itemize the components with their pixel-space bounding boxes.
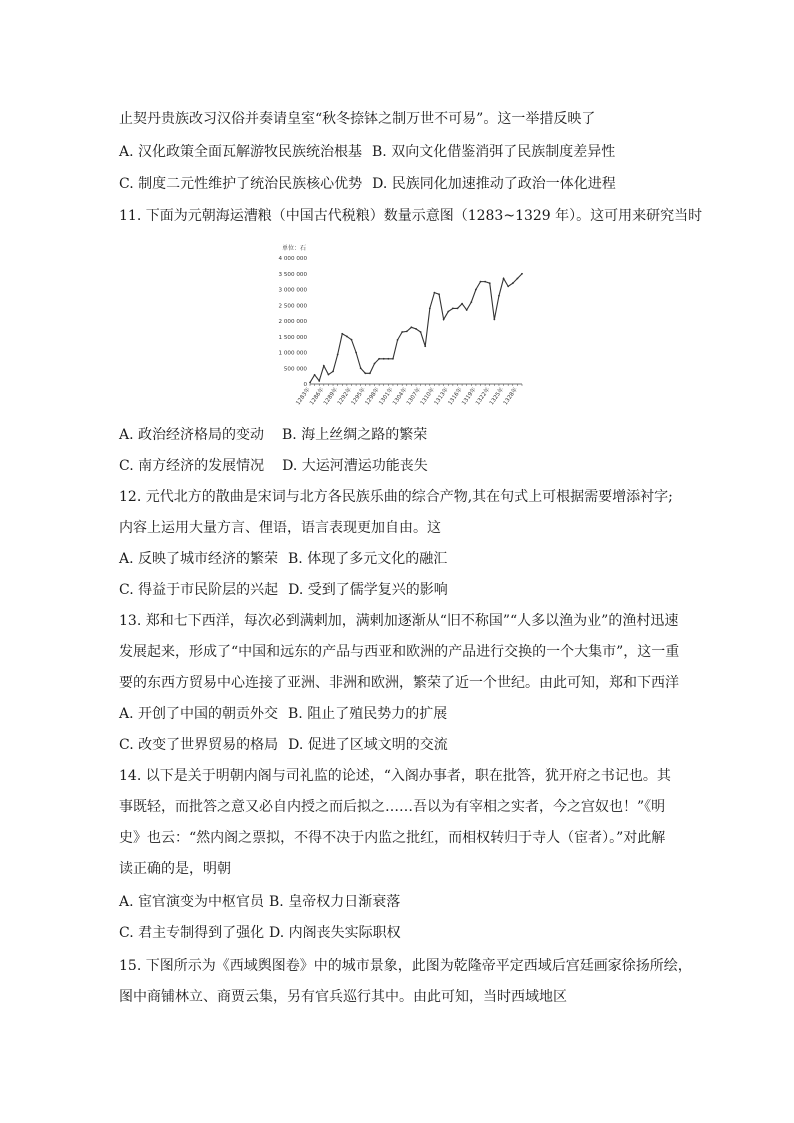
data-point: [466, 309, 468, 311]
data-point: [521, 273, 523, 275]
data-point: [341, 333, 343, 335]
data-point: [401, 331, 403, 333]
q14-options-row-1: [119, 893, 400, 911]
q11-options-row-2: [119, 457, 428, 475]
y-tick-label: 1 500 000: [278, 334, 307, 341]
q13-option-a[interactable]: A. 开创了中国的朝贡外交: [119, 706, 279, 722]
chart-y-unit-label: 单位：石: [282, 245, 307, 252]
q14-stem-line-3: 史》也云：“然内阁之票拟，不得不决于内监之批红，而相权转归于寺人（宦者）。”对此解: [119, 830, 666, 846]
q11-stem: 11. 下面为元朝海运漕粮（中国古代税粮）数量示意图（1283~1329 年）。这可用来研究当时: [119, 208, 703, 224]
data-point: [475, 289, 477, 291]
q13-options-row-2: [119, 736, 448, 754]
q10-options-row-1: [119, 143, 615, 161]
data-point: [484, 281, 486, 283]
q14-option-a[interactable]: A. 宦官演变为中枢官员: [119, 894, 265, 910]
y-tick-label: 500 000: [283, 366, 307, 373]
q12-option-c[interactable]: C. 得益于市民阶层的兴起: [119, 582, 279, 598]
q12-options-row-2: [119, 581, 448, 599]
data-point: [364, 372, 366, 374]
data-point: [360, 367, 362, 369]
data-point: [457, 308, 459, 310]
data-point: [507, 285, 509, 287]
x-tick-label: 1286年: [309, 386, 326, 407]
q13-stem-line-1: 13. 郑和七下西洋，每次必到满剌加，满剌加逐渐从“旧不称国”“人多以渔为业”的渔村迅速: [119, 613, 679, 629]
data-point: [337, 354, 339, 356]
data-point: [314, 374, 316, 376]
q12-options-row-1: [119, 550, 447, 568]
q14-option-c[interactable]: C. 君主专制得到了强化: [119, 925, 265, 941]
q13-stem-line-3: 要的东西方贸易中心连接了亚洲、非洲和欧洲，繁荣了近一个世纪。由此可知，郑和下西洋: [119, 675, 679, 691]
data-point: [424, 345, 426, 347]
data-point: [318, 380, 320, 382]
q15-stem-line-1: 15. 下图所示为《西域舆图卷》中的城市景象，此图为乾隆帝平定西域后宫廷画家徐扬所绘，: [119, 958, 692, 974]
q13-option-c[interactable]: C. 改变了世界贸易的格局: [119, 737, 279, 753]
q10-option-a[interactable]: A. 汉化政策全面瓦解游牧民族统治根基: [119, 144, 363, 160]
q11-option-b[interactable]: B. 海上丝绸之路的繁荣: [282, 427, 428, 443]
data-point: [443, 319, 445, 321]
x-tick-label: 1316年: [447, 386, 464, 407]
data-point: [493, 319, 495, 321]
q10-stem-continuation: 止契丹贵族改习汉俗并奏请皇室“秋冬捺钵之制万世不可易”。这一举措反映了: [119, 111, 596, 127]
q11-options-row-1: [119, 426, 427, 444]
q12-option-d[interactable]: D. 受到了儒学复兴的影响: [288, 582, 448, 598]
data-point: [438, 293, 440, 295]
data-point: [387, 358, 389, 360]
y-tick-label: 2 500 000: [278, 303, 307, 310]
data-point: [498, 295, 500, 297]
y-tick-label: 4 000 000: [278, 256, 307, 262]
data-point: [420, 331, 422, 333]
q14-stem-line-1: 14. 以下是关于明朝内阁与司礼监的论述，“入阁办事者，职在批答，犹开府之书记也。其: [119, 768, 671, 784]
q10-option-b[interactable]: B. 双向文化借鉴消弭了民族制度差异性: [372, 144, 616, 160]
q12-stem-line-1: 12. 元代北方的散曲是宋词与北方各民族乐曲的综合产物,其在句式上可根据需要增添衬字;: [119, 489, 673, 505]
data-point: [512, 282, 514, 284]
data-point: [429, 308, 431, 310]
data-point: [470, 301, 472, 303]
q14-stem-line-4: 读正确的是，明朝: [119, 861, 231, 877]
x-tick-label: 1313年: [433, 386, 450, 407]
data-point: [410, 326, 412, 328]
q12-stem-line-2: 内容上运用大量方言、俚语，语言表现更加自由。这: [119, 520, 441, 536]
data-point: [351, 339, 353, 341]
data-point: [392, 358, 394, 360]
q10-option-d[interactable]: D. 民族同化加速推动了政治一体化进程: [372, 176, 616, 192]
y-tick-label: 3 000 000: [278, 287, 307, 294]
sea-grain-transport-line-chart: [270, 238, 530, 410]
x-tick-label: 1328年: [502, 386, 520, 407]
y-tick-label: 1 000 000: [278, 350, 307, 357]
x-tick-label: 1301年: [378, 386, 395, 407]
data-point: [452, 308, 454, 310]
q13-option-d[interactable]: D. 促进了区域文明的交流: [288, 737, 448, 753]
data-point: [447, 311, 449, 313]
data-point: [415, 328, 417, 330]
y-tick-label: 0: [303, 382, 307, 388]
x-tick-label: 1325年: [488, 386, 506, 407]
q11-option-d[interactable]: D. 大运河漕运功能丧失: [282, 458, 428, 474]
data-point: [397, 339, 399, 341]
data-point: [309, 382, 311, 384]
y-tick-label: 2 000 000: [278, 319, 307, 325]
x-tick-label: 1310年: [419, 386, 437, 407]
data-point: [369, 372, 371, 374]
q14-options-row-2: [119, 924, 401, 942]
data-point: [503, 278, 505, 280]
x-tick-label: 1295年: [350, 386, 367, 407]
data-point: [489, 282, 491, 284]
q13-options-row-1: [119, 705, 447, 723]
q11-option-c[interactable]: C. 南方经济的发展情况: [119, 458, 265, 474]
q10-options-row-2: [119, 175, 616, 193]
q14-stem-line-2: 事既轻，而批答之意又必自内授之而后拟之……吾以为有宰相之实者，今之宫奴也！”《明: [119, 799, 666, 815]
data-point: [378, 358, 380, 360]
x-tick-label: 1307年: [405, 386, 423, 407]
data-point: [323, 365, 325, 367]
data-point: [383, 358, 385, 360]
y-tick-label: 3 500 000: [278, 271, 307, 278]
x-tick-label: 1298年: [364, 386, 381, 407]
data-point: [328, 374, 330, 376]
q12-option-b[interactable]: B. 体现了多元文化的融汇: [288, 551, 448, 567]
q14-option-d[interactable]: D. 内阁丧失实际职权: [269, 925, 401, 941]
x-tick-label: 1319年: [461, 386, 478, 407]
data-point: [516, 278, 518, 280]
x-tick-label: 1292年: [336, 386, 354, 407]
q14-option-b[interactable]: B. 皇帝权力日渐衰落: [269, 894, 401, 910]
data-point: [346, 336, 348, 338]
data-point: [355, 352, 357, 354]
q12-option-a[interactable]: A. 反映了城市经济的繁荣: [119, 551, 279, 567]
q13-option-b[interactable]: B. 阻止了殖民势力的扩展: [288, 706, 448, 722]
q15-stem-line-2: 图中商铺林立、商贾云集，另有官兵巡行其中。由此可知，当时西域地区: [119, 989, 567, 1005]
x-tick-label: 1289年: [322, 386, 340, 407]
data-point: [332, 371, 334, 373]
q13-stem-line-2: 发展起来，形成了“中国和远东的产品与西亚和欧洲的产品进行交换的一个大集市”，这一重: [119, 644, 680, 660]
data-point: [434, 292, 436, 294]
data-point: [480, 281, 482, 283]
x-tick-label: 1283年: [295, 386, 312, 407]
q10-option-c[interactable]: C. 制度二元性维护了统治民族核心优势: [119, 176, 363, 192]
x-tick-label: 1304年: [392, 386, 409, 407]
x-tick-label: 1322年: [475, 386, 492, 407]
data-point: [406, 330, 408, 332]
q11-option-a[interactable]: A. 政治经济格局的变动: [119, 427, 265, 443]
data-point: [461, 303, 463, 305]
data-point: [374, 363, 376, 365]
